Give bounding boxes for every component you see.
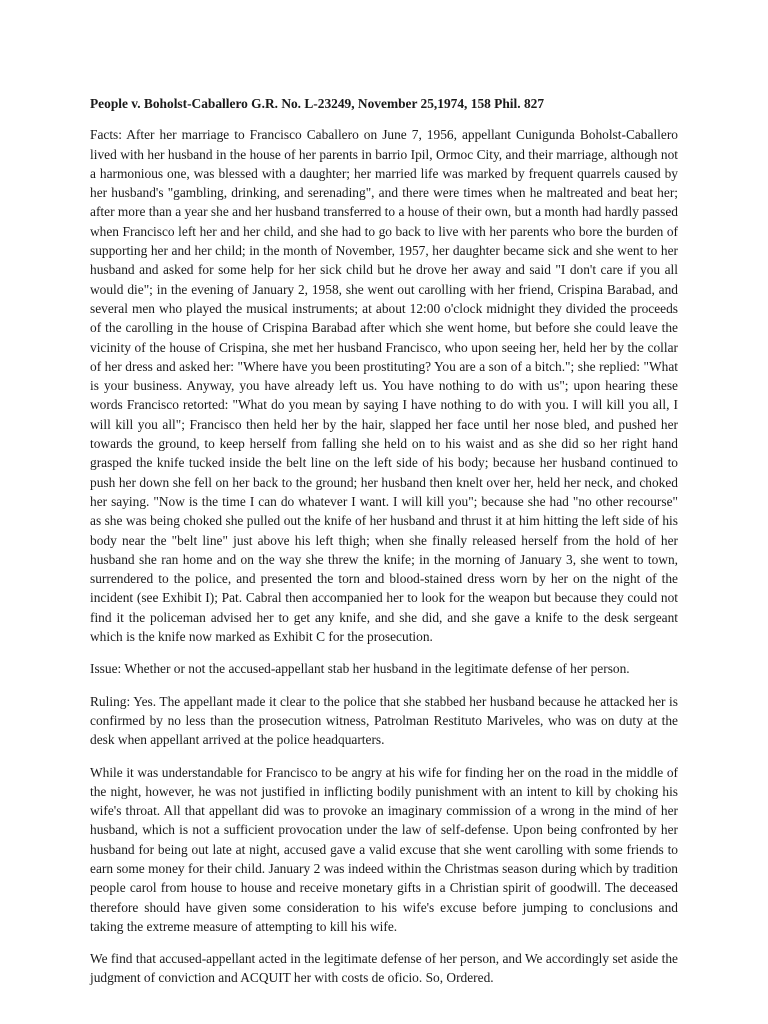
facts-paragraph: Facts: After her marriage to Francisco Caballero on June 7, 1956, appellant Cunigunda Boholst-Caballero lived with her husband in the house of her parents in barrio Ipil, Ormoc City, and their marriage, although not a harmonious one, was blessed with a daughter; her married life was marked by frequent quarrels caused by her husband's "gambling, drinking, and serenading", and there were times when he maltreated and beat her; after more than a year she and her husband transferred to a house of their own, but a month had hardly passed when Francisco left her and her child, and she had to go back to live with her parents who bore the burden of supporting her and her child; in the month of November, 1957, her daughter became sick and she went to her husband and asked for some help for her sick child but he drove her away and said "I don't care if you all would die"; in the evening of January 2, 1958, she went out carolling with her friend, Crispina Barabad, and several men who played the musical instruments; at about 12:00 o'clock midnight they divided the proceeds of the carolling in the house of Crispina Barabad after which she went home, but before she could leave the vicinity of the house of Crispina, she met her husband Francisco, who upon seeing her, held her by the collar of her dress and asked her: "Where have you been prostituting? You are a son of a bitch."; she replied: "What is your business. Anyway, you have already left us. You have nothing to do with us"; upon hearing these words Francisco retorted: "What do you mean by saying I have nothing to do with you. I will kill you all, I will kill you all"; Francisco then held her by the hair, slapped her face until her nose bled, and pushed her towards the ground, to keep herself from falling she held on to his waist and as she did so her right hand grasped the knife tucked inside the belt line on the left side of his body; because her husband continued to push her down she fell on her back to the ground; her husband then knelt over her, held her neck, and choked her saying. "Now is the time I can do whatever I want. I will kill you"; because she had "no other recourse" as she was being choked she pulled out the knife of her husband and thrust it at him hitting the left side of his body near the "belt line" just above his left thigh; when she finally released herself from the hold of her husband she ran home and on the way she threw the knife; in the morning of January 3, she went to town, surrendered to the police, and presented the torn and blood-stained dress worn by her on the night of the incident (see Exhibit I); Pat. Cabral then accompanied her to look for the weapon but because they could not find it the policeman advised her to get any knife, and she did, and she gave a knife to the desk sergeant which is the knife now marked as Exhibit C for the prosecution. [90,127,678,645]
ruling-paragraph: Ruling: Yes. The appellant made it clear to the police that she stabbed her husband because he attacked her is confirmed by no less than the prosecution witness, Patrolman Restituto Mariveles, who was on duty at the desk when appellant arrived at the police headquarters. [90,693,678,748]
conclusion-paragraph: We find that accused-appellant acted in the legitimate defense of her person, and We accordingly set aside the judgment of conviction and ACQUIT her with costs de oficio. So, Ordered. [90,951,678,986]
case-title: People v. Boholst-Caballero G.R. No. L-23249, November 25,1974, 158 Phil. 827 [90,96,545,111]
document-body [90,94,678,1001]
discussion-paragraph: While it was understandable for Francisco to be angry at his wife for finding her on the road in the middle of the night, however, he was not justified in inflicting bodily punishment with an intent to kill by choking his wife's throat. All that appellant did was to provoke an imaginary commission of a wrong in the mind of her husband, which is not a sufficient provocation under the law of self-defense. Upon being confronted by her husband for being out late at night, accused gave a valid excuse that she went carolling with some friends to earn some money for their child. January 2 was indeed within the Christmas season during which by tradition people carol from house to house and receive monetary gifts in a Christian spirit of goodwill. The deceased therefore should have given some consideration to his wife's excuse before jumping to conclusions and taking the extreme measure of attempting to kill his wife. [90,764,678,934]
issue-paragraph: Issue: Whether or not the accused-appellant stab her husband in the legitimate defense of her person. [90,661,630,677]
